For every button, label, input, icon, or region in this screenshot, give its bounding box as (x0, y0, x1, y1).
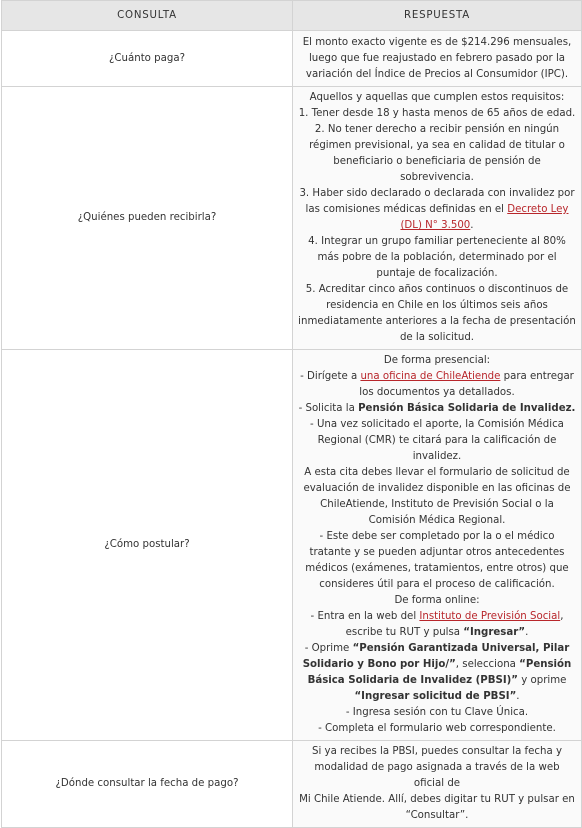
step-bold: “Pensión Básica Solidaria de Invalidez (PBSI)” (307, 659, 572, 686)
table-row (2, 350, 582, 741)
step-text: - Dirígete a (300, 371, 361, 382)
requirement-3-text: 3. Haber sido declarado o declarada con invalidez por las comisiones médicas definidas en el (299, 188, 575, 215)
requirement-3-end: . (470, 220, 474, 231)
answer-cell (293, 350, 582, 741)
presencial-step-2 (298, 401, 576, 417)
requirement-5: 5. Acreditar cinco años continuos o discontinuos de residencia en Chile en los últimos seis años inmediatamente anteriores a la fecha de presentación de la solicitud. (298, 284, 576, 343)
step-bold: “Ingresar” (463, 627, 526, 638)
step-bold: Pensión Básica Solidaria de Invalidez. (358, 403, 576, 414)
online-step-2 (298, 641, 576, 705)
step-text: y oprime (518, 675, 567, 686)
answer-cell (293, 87, 582, 350)
table-row (2, 87, 582, 350)
presencial-step-5: - Este debe ser completado por la o el médico tratante y se pueden adjuntar otros antecedentes médicos (exámenes, tratamientos, entre otros) que consideres útil para el proceso de calificación. (305, 531, 569, 590)
requirement-2: 2. No tener derecho a recibir pensión en ningún régimen previsional, ya sea en calidad de titular o beneficiario o beneficiaria de pensión de sobrevivencia. (309, 124, 565, 183)
header-row (2, 1, 582, 31)
answer-cell (293, 741, 582, 828)
step-text: para entregar los documentos ya detallados. (359, 371, 574, 398)
step-text: . (516, 691, 520, 702)
decreto-ley-link[interactable]: Decreto Ley (DL) N° 3.500 (400, 204, 569, 231)
header-consulta: CONSULTA (2, 1, 293, 31)
answer-line: El monto exacto vigente es de $214.296 mensuales, (302, 36, 572, 48)
step-text: - Oprime (304, 643, 353, 654)
answer-line: Si ya recibes la PBSI, puedes consultar la fecha y (312, 746, 562, 757)
question-cell: ¿Cómo postular? (2, 350, 293, 741)
presencial-step-4: A esta cita debes llevar el formulario de solicitud de evaluación de invalidez disponible en las oficinas de ChileAtiende, Instituto de Previsión Social o la Comisión Médica Regional. (303, 467, 571, 526)
presencial-step-3: - Una vez solicitado el aporte, la Comisión Médica Regional (CMR) te citará para la calificación de invalidez. (310, 419, 564, 462)
answer-cell (293, 31, 582, 87)
faq-table (1, 0, 582, 828)
requirement-3 (298, 186, 576, 234)
requirement-1: 1. Tener desde 18 y hasta menos de 65 años de edad. (298, 108, 576, 119)
requirements-intro: Aquellos y aquellas que cumplen estos requisitos: (309, 92, 565, 103)
ips-link[interactable]: Instituto de Previsión Social (419, 611, 561, 622)
answer-line: Mi Chile Atiende. Allí, debes digitar tu RUT y pulsar en (299, 794, 575, 805)
question-cell: ¿Cuánto paga? (2, 31, 293, 87)
step-text: . (525, 627, 529, 638)
oficina-chileatiende-link[interactable]: una oficina de ChileAtiende (360, 371, 501, 382)
answer-line: “Consultar”. (405, 810, 469, 821)
step-bold: “Ingresar solicitud de PBSI” (354, 691, 517, 702)
answer-line: modalidad de pago asignada a través de la web oficial de (314, 762, 560, 789)
presencial-step-1 (298, 369, 576, 401)
step-bold: “Pensión Garantizada Universal, Pilar Solidario y Bono por Hijo/” (302, 643, 570, 670)
step-text: - Solicita la (298, 403, 359, 414)
online-step-1 (298, 609, 576, 641)
table-row (2, 31, 582, 87)
step-text: , selecciona (455, 659, 520, 670)
header-respuesta: RESPUESTA (293, 1, 582, 31)
online-step-3: - Ingresa sesión con tu Clave Única. (345, 707, 529, 718)
online-title: De forma online: (394, 595, 480, 606)
requirement-4: 4. Integrar un grupo familiar perteneciente al 80% más pobre de la población, determinado por el puntaje de focalización. (308, 236, 566, 279)
answer-line: luego que fue reajustado en febrero pasado por la (308, 52, 566, 64)
question-cell: ¿Quiénes pueden recibirla? (2, 87, 293, 350)
step-text: - Entra en la web del (310, 611, 420, 622)
presencial-title: De forma presencial: (383, 355, 491, 366)
table-row (2, 741, 582, 828)
question-cell: ¿Dónde consultar la fecha de pago? (2, 741, 293, 828)
answer-line: variación del Índice de Precios al Consumidor (IPC). (305, 68, 569, 80)
online-step-4: - Completa el formulario web correspondiente. (318, 723, 556, 734)
step-text: , escribe tu RUT y pulsa (345, 611, 564, 638)
